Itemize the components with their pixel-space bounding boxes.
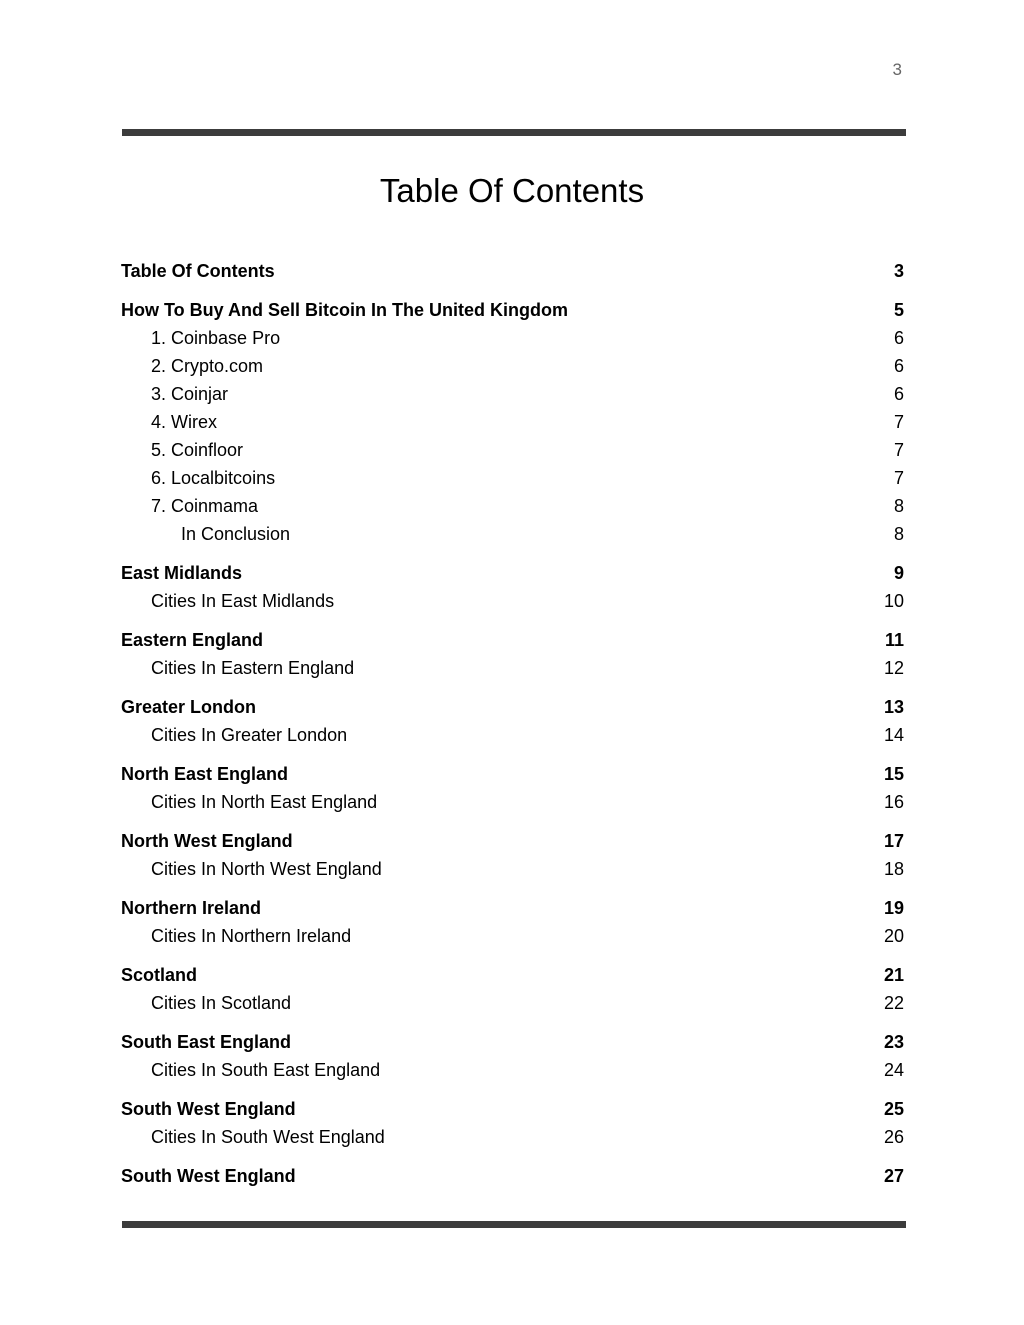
toc-entry[interactable]	[121, 827, 904, 855]
toc-entry-label: Scotland	[121, 965, 198, 985]
toc-entry-label: Cities In South East England	[151, 1060, 381, 1080]
toc-entry-label: Cities In South West England	[151, 1127, 385, 1147]
toc-entry-label: Cities In North West England	[151, 859, 382, 879]
toc-entry-page: 6	[893, 356, 904, 376]
toc-entry-page: 14	[883, 725, 904, 745]
bottom-rule	[122, 1221, 906, 1228]
toc-entry-page: 8	[893, 496, 904, 516]
toc-entry[interactable]	[121, 1123, 904, 1151]
toc-entry-page: 6	[893, 328, 904, 348]
toc-entry-label: Cities In Northern Ireland	[151, 926, 352, 946]
toc-entry-page: 7	[893, 412, 904, 432]
table-of-contents	[121, 257, 904, 1190]
toc-entry-label: Eastern England	[121, 630, 264, 650]
toc-entry-label: 7. Coinmama	[151, 496, 259, 516]
toc-entry[interactable]	[121, 492, 904, 520]
toc-entry-page: 9	[893, 563, 904, 583]
toc-entry-label: North West England	[121, 831, 293, 851]
toc-entry-page: 23	[883, 1032, 904, 1052]
page-number: 3	[892, 60, 902, 79]
toc-entry-page: 18	[883, 859, 904, 879]
toc-entry[interactable]	[121, 1162, 904, 1190]
toc-entry-page: 19	[883, 898, 904, 918]
toc-entry-label: Cities In East Midlands	[151, 591, 335, 611]
toc-entry[interactable]	[121, 855, 904, 883]
toc-entry-label: Cities In Greater London	[151, 725, 348, 745]
toc-entry[interactable]	[121, 587, 904, 615]
toc-entry[interactable]	[121, 1056, 904, 1084]
toc-entry-page: 7	[893, 468, 904, 488]
toc-entry-page: 13	[883, 697, 904, 717]
toc-entry-page: 3	[893, 261, 904, 281]
toc-entry[interactable]	[121, 1095, 904, 1123]
toc-entry[interactable]	[121, 894, 904, 922]
toc-entry-page: 21	[883, 965, 904, 985]
toc-entry[interactable]	[121, 296, 904, 324]
toc-entry-page: 11	[884, 630, 904, 650]
top-rule	[122, 129, 906, 136]
toc-entry-page: 16	[883, 792, 904, 812]
toc-entry[interactable]	[121, 922, 904, 950]
toc-entry-label: 1. Coinbase Pro	[151, 328, 281, 348]
toc-entry[interactable]	[121, 760, 904, 788]
toc-entry-label: South West England	[121, 1166, 296, 1186]
toc-entry[interactable]	[121, 324, 904, 352]
toc-entry-label: 5. Coinfloor	[151, 440, 244, 460]
toc-entry[interactable]	[121, 408, 904, 436]
toc-entry[interactable]	[121, 352, 904, 380]
toc-entry[interactable]	[121, 961, 904, 989]
toc-entry-label: Cities In Eastern England	[151, 658, 355, 678]
toc-entry-page: 5	[893, 300, 904, 320]
toc-entry-label: 6. Localbitcoins	[151, 468, 276, 488]
toc-entry-label: 3. Coinjar	[151, 384, 229, 404]
toc-entry[interactable]	[121, 654, 904, 682]
toc-entry[interactable]	[121, 788, 904, 816]
toc-entry-page: 27	[883, 1166, 904, 1186]
toc-entry-page: 15	[883, 764, 904, 784]
toc-entry[interactable]	[121, 436, 904, 464]
toc-entry-page: 7	[893, 440, 904, 460]
toc-entry[interactable]	[121, 693, 904, 721]
toc-entry-page: 12	[883, 658, 904, 678]
toc-entry-page: 17	[883, 831, 904, 851]
page-title: Table Of Contents	[379, 172, 645, 209]
toc-entry[interactable]	[121, 989, 904, 1017]
toc-entry-label: How To Buy And Sell Bitcoin In The United Kingdom	[121, 300, 568, 320]
toc-entry-label: Cities In North East England	[151, 792, 378, 812]
toc-entry-label: 2. Crypto.com	[151, 356, 264, 376]
toc-entry-page: 10	[883, 591, 904, 611]
toc-entry-label: Cities In Scotland	[151, 993, 292, 1013]
toc-entry-page: 26	[883, 1127, 904, 1147]
toc-entry-label: Northern Ireland	[121, 898, 262, 918]
toc-entry-label: North East England	[121, 764, 289, 784]
toc-entry-label: South East England	[121, 1032, 292, 1052]
toc-entry-page: 25	[883, 1099, 904, 1119]
toc-entry[interactable]	[121, 380, 904, 408]
toc-entry-label: East Midlands	[121, 563, 243, 583]
toc-entry[interactable]	[121, 1028, 904, 1056]
toc-entry-label: Greater London	[121, 697, 257, 717]
toc-entry[interactable]	[121, 626, 904, 654]
toc-entry[interactable]	[121, 721, 904, 749]
toc-entry[interactable]	[121, 559, 904, 587]
toc-entry-page: 20	[883, 926, 904, 946]
toc-entry-page: 22	[883, 993, 904, 1013]
toc-entry[interactable]	[121, 520, 904, 548]
toc-entry[interactable]	[121, 257, 904, 285]
toc-entry-label: In Conclusion	[181, 524, 291, 544]
toc-entry-page: 8	[893, 524, 904, 544]
toc-entry-page: 6	[893, 384, 904, 404]
toc-entry-label: South West England	[121, 1099, 296, 1119]
toc-entry-page: 24	[883, 1060, 904, 1080]
toc-entry[interactable]	[121, 464, 904, 492]
toc-entry-label: Table Of Contents	[121, 261, 275, 281]
toc-entry-label: 4. Wirex	[151, 412, 218, 432]
